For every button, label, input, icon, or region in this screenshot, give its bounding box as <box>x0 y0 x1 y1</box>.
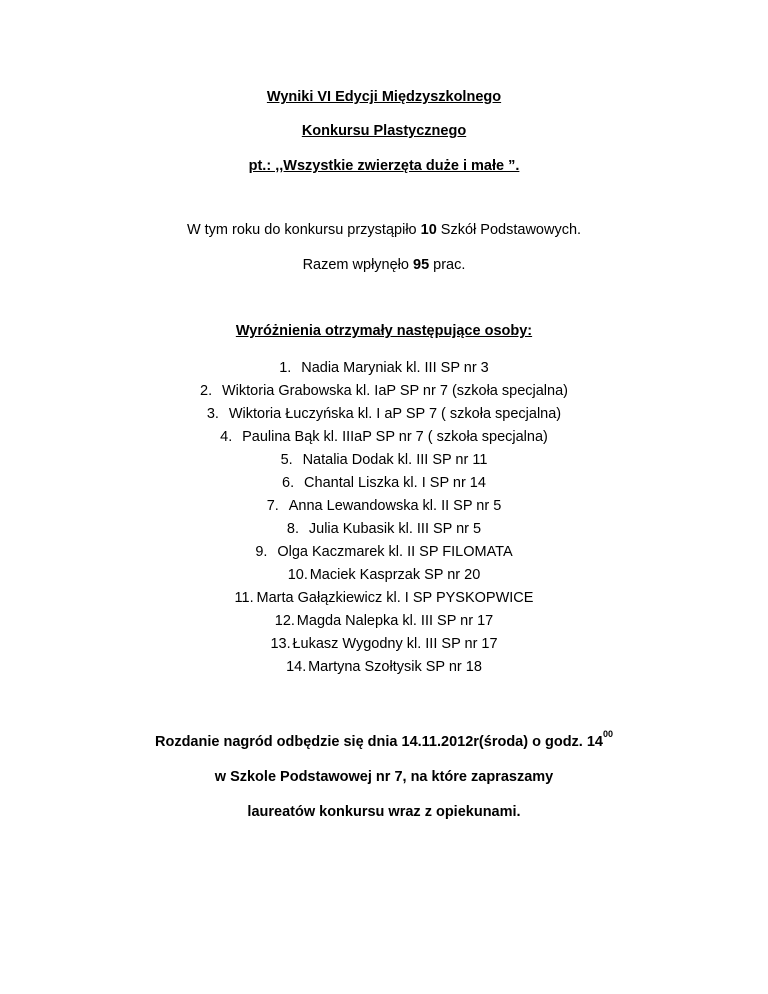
time-superscript: 00 <box>603 729 614 740</box>
title-line-1: Wyniki VI Edycji Międzyszkolnego <box>266 89 502 105</box>
title-line-2: Konkursu Plastycznego <box>301 123 467 139</box>
list-item: 5. Natalia Dodak kl. III SP nr 11 <box>280 452 488 468</box>
list-item: 11. Marta Gałązkiewicz kl. I SP PYSKOPWICE <box>234 590 534 606</box>
schools-count: 10 <box>420 222 437 238</box>
list-item: 1. Nadia Maryniak kl. III SP nr 3 <box>279 360 489 376</box>
list-item: 3. Wiktoria Łuczyńska kl. I aP SP 7 ( szkoła specjalna) <box>206 406 562 422</box>
schools-info-suffix: Szkół Podstawowych. <box>436 222 582 238</box>
ceremony-line-2: w Szkole Podstawowej nr 7, na które zapraszamy <box>214 769 554 785</box>
awards-heading: Wyróżnienia otrzymały następujące osoby: <box>235 323 533 339</box>
ceremony-line-1: Rozdanie nagród odbędzie się dnia 14.11.2012r(środa) o godz. $14^{00}$ <box>154 729 614 750</box>
list-item: 7. Anna Lewandowska kl. II SP nr 5 <box>266 498 502 514</box>
list-item: 13. Łukasz Wygodny kl. III SP nr 17 <box>270 636 498 652</box>
schools-info-prefix: W tym roku do konkursu przystąpiło <box>186 222 421 238</box>
schools-info <box>0 221 768 239</box>
works-info <box>0 256 768 274</box>
list-item: 9. Olga Kaczmarek kl. II SP FILOMATA <box>255 544 513 560</box>
works-info-prefix: Razem wpłynęło <box>302 257 413 273</box>
list-item: 10. Maciek Kasprzak SP nr 20 <box>287 567 481 583</box>
list-item: 2. Wiktoria Grabowska kl. IaP SP nr 7 (szkoła specjalna) <box>200 383 568 399</box>
works-info-suffix: prac. <box>429 257 466 273</box>
list-item: 8. Julia Kubasik kl. III SP nr 5 <box>286 521 482 537</box>
list-item: 4. Paulina Bąk kl. IIIaP SP nr 7 ( szkoła specjalna) <box>220 429 548 445</box>
list-item: 6. Chantal Liszka kl. I SP nr 14 <box>282 475 486 491</box>
ceremony-line-3: laureatów konkursu wraz z opiekunami. <box>247 804 521 820</box>
list-item: 14. Martyna Szołtysik SP nr 18 <box>286 659 482 675</box>
works-count: 95 <box>413 257 430 273</box>
list-item: 12. Magda Nalepka kl. III SP nr 17 <box>274 613 494 629</box>
title-line-3: pt.: ,,Wszystkie zwierzęta duże i małe ”. <box>248 158 520 174</box>
